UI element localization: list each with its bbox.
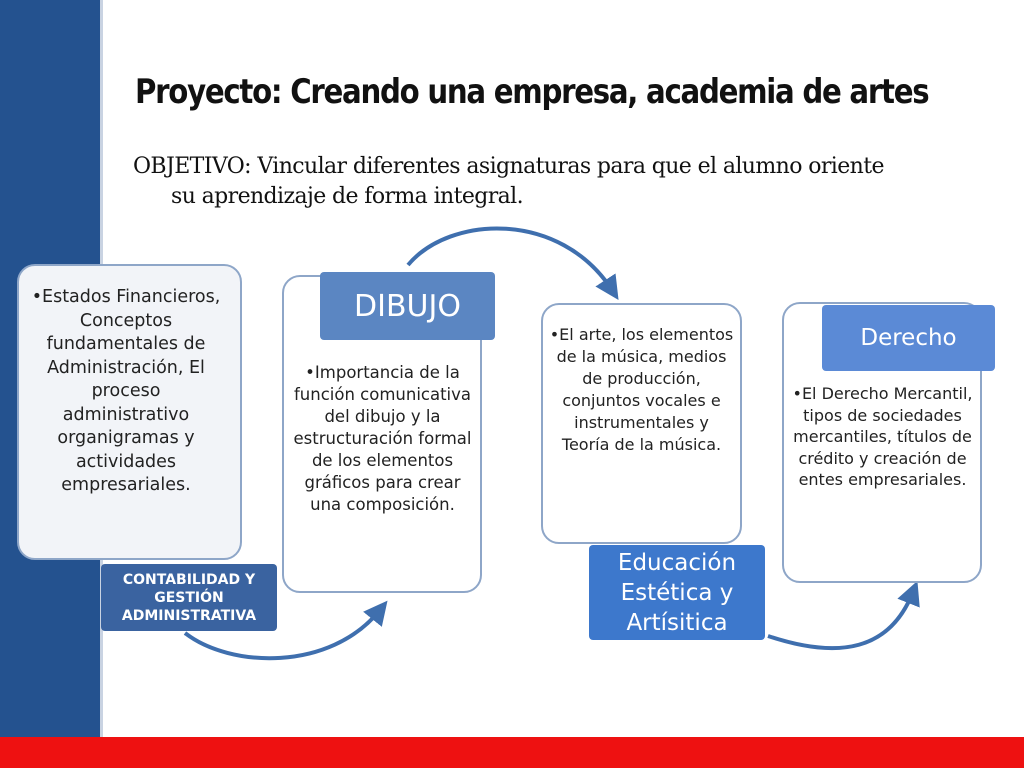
- objective-line-2: su aprendizaje de forma integral.: [171, 184, 523, 209]
- contabilidad-description: •Estados Financieros, Conceptos fundamentales de Administración, El proceso administrativo organigramas y actividades empresariales.: [31, 287, 221, 495]
- educacion-description: •El arte, los elementos de la música, medios de producción, conjuntos vocales e instrumentales y Teoría de la música.: [549, 325, 734, 454]
- objective-line-1: OBJETIVO: Vincular diferentes asignaturas para que el alumno oriente: [133, 154, 884, 179]
- dibujo-description: •Importancia de la función comunicativa del dibujo y la estructuración formal de los elementos gráficos para crear una composición.: [293, 363, 472, 514]
- slide-title: Proyecto: Creando una empresa, academia de artes: [135, 72, 929, 112]
- arrow-educacion-to-derecho: [768, 592, 913, 648]
- derecho-label: Derecho: [822, 305, 995, 371]
- derecho-description: •El Derecho Mercantil, tipos de sociedades mercantiles, títulos de crédito y creación de entes empresariales.: [792, 384, 973, 489]
- contabilidad-label: CONTABILIDAD Y GESTIÓN ADMINISTRATIVA: [101, 564, 277, 631]
- dibujo-label: DIBUJO: [320, 272, 495, 340]
- educacion-label: Educación Estética y Artísitica: [589, 545, 765, 640]
